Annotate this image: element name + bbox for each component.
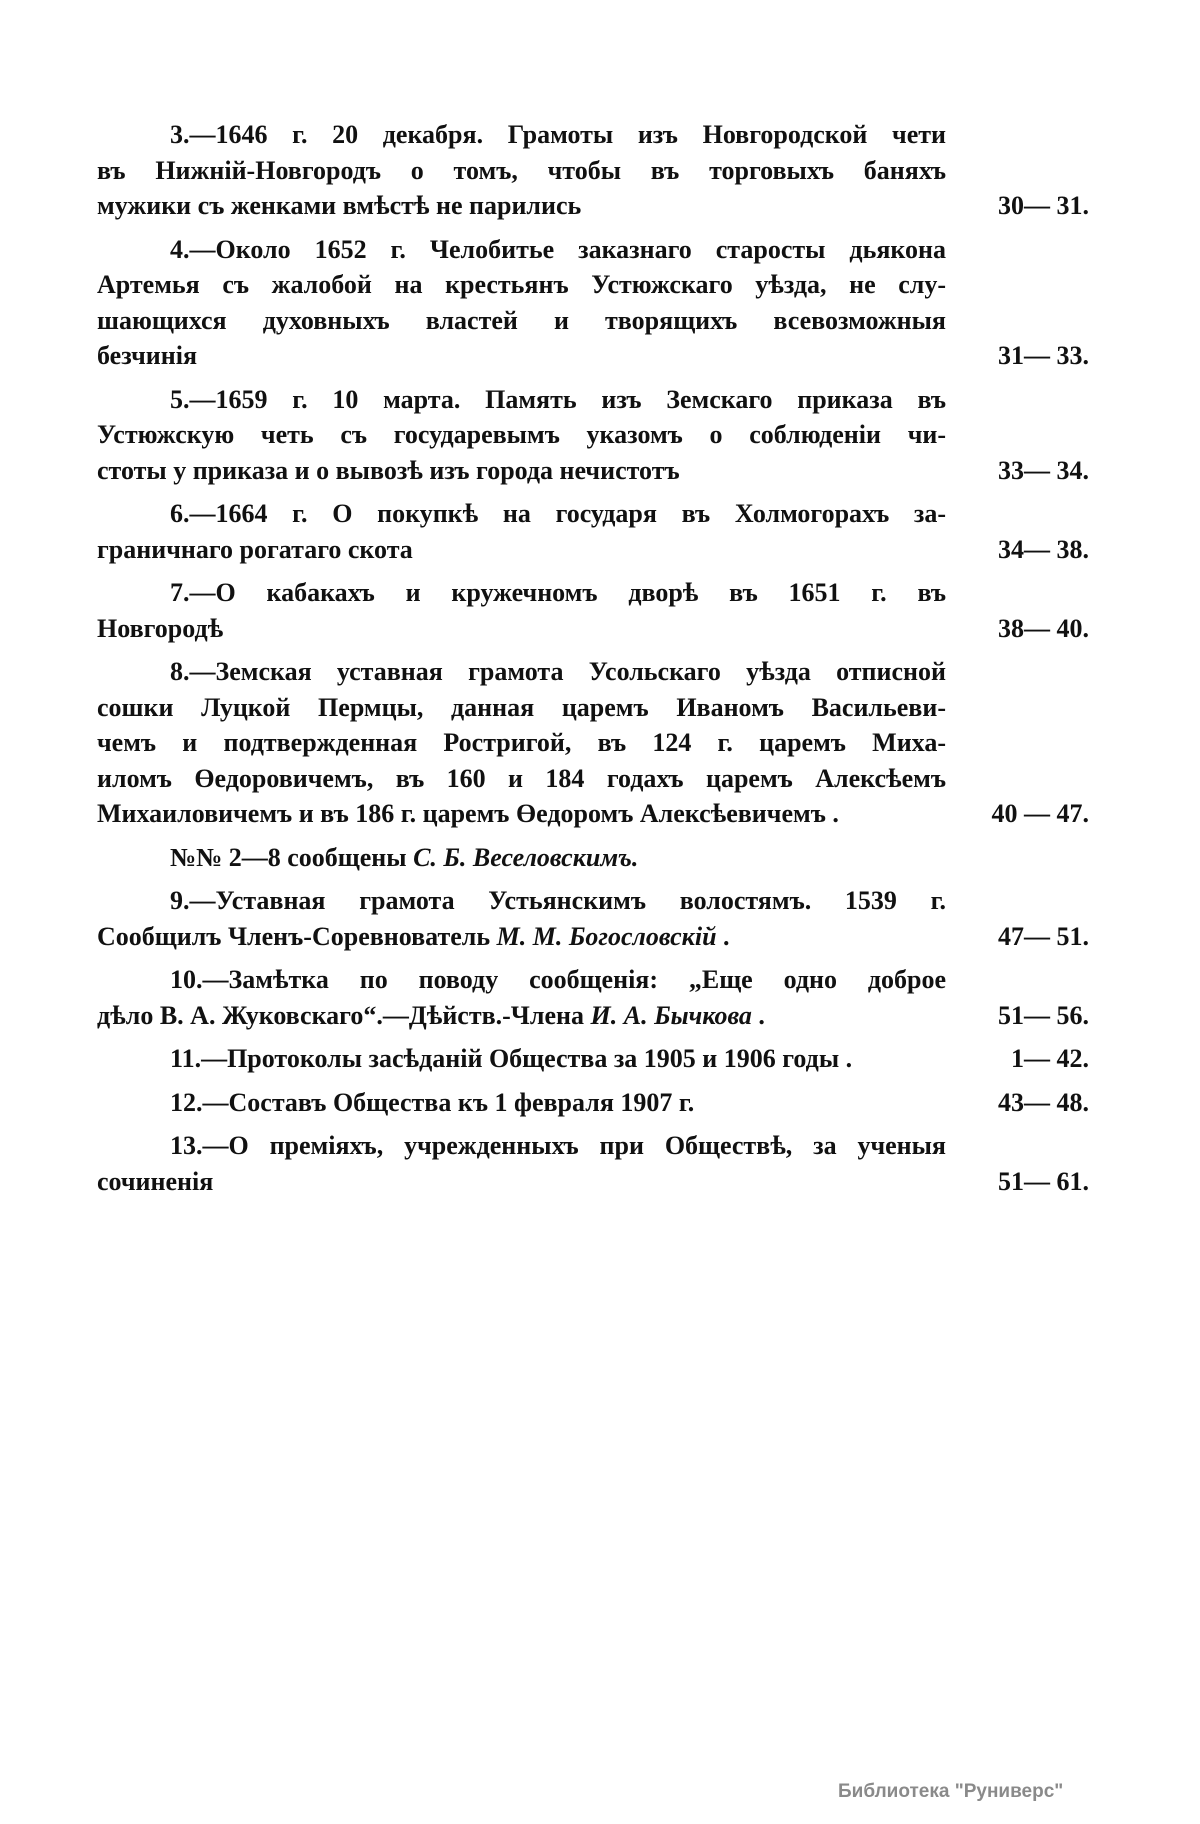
- entry-text-segment: 4.—Около 1652 г. Челобитье заказнаго старосты дьякона: [170, 234, 946, 264]
- entry-text: [97, 417, 946, 453]
- toc-entry: [97, 1128, 1089, 1199]
- entry-text: [97, 453, 946, 489]
- entry-text: [170, 840, 946, 876]
- toc-line: [97, 303, 1089, 339]
- toc-line: [97, 654, 1089, 690]
- toc-line: [97, 883, 1089, 919]
- entry-text-segment: 5.—1659 г. 10 марта. Память изъ Земскаго приказа въ: [170, 384, 946, 414]
- toc-line: [97, 962, 1089, 998]
- toc-line: [97, 761, 1089, 797]
- author-name: И. А. Бычкова: [590, 1000, 752, 1030]
- entry-text: [97, 188, 946, 224]
- toc-entry: [97, 1041, 1089, 1077]
- entry-text: [97, 267, 946, 303]
- entry-text: [97, 338, 946, 374]
- toc-entry: [97, 117, 1089, 224]
- entry-text: [97, 153, 946, 189]
- toc-entry: [97, 382, 1089, 489]
- entry-text-segment: Сообщилъ Членъ-Соревнователь: [97, 921, 497, 951]
- toc-line: [97, 575, 1089, 611]
- toc-entry: [97, 962, 1089, 1033]
- entry-text-segment: стоты у приказа и о вывозѣ изъ города нечистотъ: [97, 455, 680, 485]
- entry-text: [97, 919, 946, 955]
- entry-text: [170, 575, 946, 611]
- toc-line: [97, 725, 1089, 761]
- toc-line: [97, 840, 1089, 876]
- toc-line: [97, 1041, 1089, 1077]
- entry-text: [97, 1164, 946, 1200]
- entry-text: [170, 1085, 946, 1121]
- toc-line: [97, 232, 1089, 268]
- entry-text-segment: 6.—1664 г. О покупкѣ на государя въ Холмогорахъ за-: [170, 499, 946, 528]
- entry-text: [170, 496, 946, 532]
- author-name: С. Б. Веселовскимъ.: [413, 842, 639, 872]
- entry-text-segment: №№ 2—8 сообщены: [170, 842, 414, 872]
- entry-text: [97, 303, 946, 339]
- entry-text-segment: Михаиловичемъ и въ 186 г. царемъ Өедоромъ Алексѣевичемъ .: [97, 799, 839, 828]
- toc-line: [97, 188, 1089, 224]
- entry-text-segment: 9.—Уставная грамота Устьянскимъ волостямъ. 1539 г.: [170, 886, 946, 915]
- toc-entry: [97, 232, 1089, 374]
- entry-text: [170, 117, 946, 153]
- library-watermark: Библиотека "Руниверс": [838, 1781, 1064, 1802]
- toc-line: [97, 1128, 1089, 1164]
- entry-text-segment: сошки Луцкой Пермцы, данная царемъ Иваномъ Васильеви-: [97, 692, 946, 722]
- entry-text-segment: 13.—О преміяхъ, учрежденныхъ при Обществѣ, за ученыя: [170, 1131, 946, 1160]
- toc-entry: [97, 840, 1089, 876]
- toc-entry: [97, 496, 1089, 567]
- entry-text-segment: сочиненія: [97, 1166, 214, 1196]
- entry-text: [97, 998, 946, 1034]
- entry-text-segment: дѣло В. А. Жуковскаго“.—Дѣйств.-Члена: [97, 1000, 591, 1030]
- page-range: 40 — 47.: [991, 799, 1089, 828]
- toc-entry: [97, 654, 1089, 832]
- entry-text-segment: Артемья съ жалобой на крестьянъ Устюжскаго уѣзда, не слу-: [97, 270, 946, 299]
- toc-line: [97, 611, 1089, 647]
- toc-line: [97, 690, 1089, 726]
- entry-text-segment: иломъ Өедоровичемъ, въ 160 и 184 годахъ царемъ Алексѣемъ: [97, 763, 946, 793]
- toc-entry: [97, 1085, 1089, 1121]
- toc-line: [97, 453, 1089, 489]
- toc-line: [97, 267, 1089, 303]
- page-range: 47— 51.: [998, 921, 1089, 951]
- entry-text: [97, 796, 946, 832]
- page-range: 38— 40.: [998, 613, 1089, 643]
- entry-text-segment: 3.—1646 г. 20 декабря. Грамоты изъ Новгородской чети: [170, 120, 946, 149]
- entry-text: [97, 611, 946, 647]
- entry-text: [170, 962, 946, 998]
- toc-line: [97, 417, 1089, 453]
- entry-text: [97, 761, 946, 797]
- toc-line: [97, 919, 1089, 955]
- entry-text: [97, 532, 946, 568]
- toc-entry: [97, 883, 1089, 954]
- entry-text-segment: безчинія: [97, 341, 198, 370]
- entry-text-segment: граничнаго рогатаго скота: [97, 534, 413, 564]
- entry-text-segment: 10.—Замѣтка по поводу сообщенія: „Еще одно доброе: [170, 965, 946, 994]
- toc-line: [97, 998, 1089, 1034]
- entry-text-segment: 11.—Протоколы засѣданій Общества за 1905 и 1906 годы .: [170, 1044, 853, 1073]
- entry-text: [97, 725, 946, 761]
- page-range: 51— 61.: [998, 1166, 1089, 1196]
- toc-entry: [97, 575, 1089, 646]
- entry-text-trailing: .: [751, 1000, 765, 1030]
- entry-text: [170, 382, 946, 418]
- entry-text: [97, 690, 946, 726]
- page-range: 33— 34.: [998, 455, 1089, 485]
- page-range: 43— 48.: [998, 1087, 1089, 1117]
- toc-line: [97, 338, 1089, 374]
- page-range: 51— 56.: [998, 1000, 1089, 1030]
- toc-line: [97, 117, 1089, 153]
- entry-text: [170, 232, 946, 268]
- page-range: 31— 33.: [998, 341, 1089, 370]
- entry-text-segment: въ Нижній-Новгородъ о томъ, чтобы въ торговыхъ баняхъ: [97, 155, 946, 185]
- table-of-contents: [97, 117, 1089, 1207]
- entry-text: [170, 1041, 946, 1077]
- entry-text-segment: 7.—О кабакахъ и кружечномъ дворѣ въ 1651 г. въ: [170, 578, 946, 607]
- entry-text-segment: 12.—Составъ Общества къ 1 февраля 1907 г.: [170, 1087, 695, 1117]
- author-name: М. М. Богословскій: [496, 921, 717, 951]
- page-range: 34— 38.: [998, 534, 1089, 564]
- page-range: 1— 42.: [1011, 1044, 1089, 1073]
- entry-text-segment: мужики съ женками вмѣстѣ не парились: [97, 191, 582, 220]
- entry-text: [170, 883, 946, 919]
- toc-line: [97, 796, 1089, 832]
- entry-text-segment: Новгородѣ: [97, 613, 224, 643]
- toc-line: [97, 1085, 1089, 1121]
- entry-text-segment: чемъ и подтвержденная Ростригой, въ 124 г. царемъ Миха-: [97, 728, 946, 757]
- toc-line: [97, 153, 1089, 189]
- entry-text: [170, 654, 946, 690]
- entry-text-segment: Устюжскую четь съ государевымъ указомъ о соблюденіи чи-: [97, 420, 946, 449]
- toc-line: [97, 496, 1089, 532]
- toc-line: [97, 1164, 1089, 1200]
- page-range: 30— 31.: [998, 191, 1089, 220]
- toc-line: [97, 382, 1089, 418]
- entry-text: [170, 1128, 946, 1164]
- entry-text-segment: шающихся духовныхъ властей и творящихъ всевозможныя: [97, 305, 946, 335]
- toc-line: [97, 532, 1089, 568]
- entry-text-trailing: .: [716, 921, 730, 951]
- entry-text-segment: 8.—Земская уставная грамота Усольскаго уѣзда отписной: [170, 657, 946, 686]
